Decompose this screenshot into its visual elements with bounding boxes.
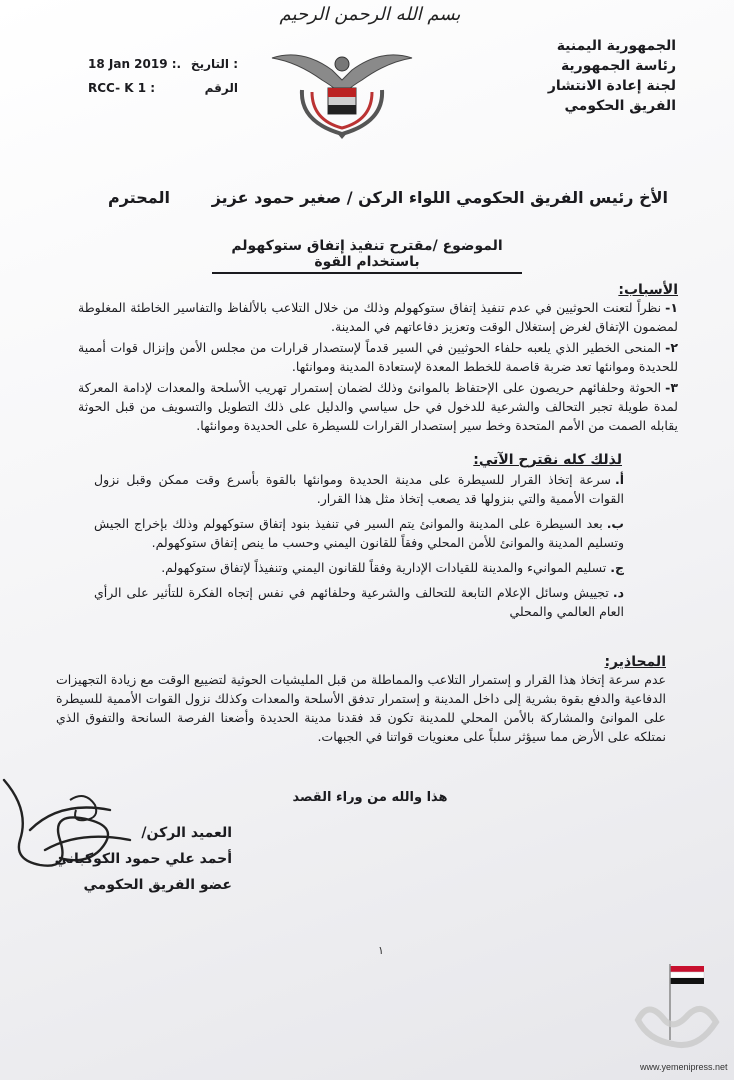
reference-label: الرقم	[204, 81, 238, 95]
signer-role: عضو الفريق الحكومي	[83, 877, 232, 893]
addressee-line	[108, 188, 668, 207]
caveats-text: عدم سرعة إتخاذ هذا القرار و إستمرار التلاعب والمماطلة من قبل المليشيات الحوثية لتضييع الوقت مع زيادة التجهيزات الدفاعية والدفع بقوة بشرية إلى داخل المدينة و إستمرار تدفق الأسلحة والمعدات وكذلك نزول القوات الأممية للسيطرة على الموانئ والمشاركة بالأمن المحلي للمدينة تكون قد فقدنا مدينة الحديدة وأضعنا الفرصة السانحة والتفوق الذي نمتلكه على الأرض مما سيؤثر سلباً على معنويات قواتنا في الجبهات.	[56, 672, 666, 744]
signer-block	[42, 820, 232, 898]
reasons-section	[78, 282, 678, 437]
watermark-url: www.yemenipress.net	[640, 1062, 728, 1072]
closing-line: هذا والله من وراء القصد	[292, 790, 448, 805]
item-text: الحوثة وحلفائهم حريصون على الإحتفاظ بالموانئ وذلك لضمان إستمرار تهريب الأسلحة والمعدات لإدامة المعركة لمدة طويلة تجبر التحالف والشرعية للدخول في حل سياسي والدليل على ذلك التطويل والتسويف من قبل الحوثة يقابله الصمت من الأمم المتحدة وخط سير إستصدار القرارات للسيطرة على الحديدة وموانئها.	[78, 380, 678, 433]
item-marker: ٢-	[665, 340, 678, 355]
proposal-item	[94, 558, 624, 577]
item-marker: ١-	[665, 300, 678, 315]
reason-item	[78, 298, 678, 336]
item-marker: ج.	[610, 560, 624, 575]
yemenipress-watermark	[628, 960, 728, 1070]
item-text: بعد السيطرة على المدينة والموانئ يتم السير في تنفيذ بنود إتفاق ستوكهولم وذلك بإخراج الجيش وتسليم المدينة والموانئ للأمن المحلي وفقاً للقانون اليمني وحسب ما ينص إتفاق ستوكهولم.	[94, 516, 624, 550]
letterhead-org	[476, 36, 676, 116]
proposals-section	[94, 470, 624, 627]
date-row	[88, 52, 238, 76]
letter-meta	[88, 52, 238, 100]
subject-line: الموضوع /مقترح تنفيذ إتفاق ستوكهولم باستخدام القوة	[212, 238, 522, 274]
reference-row	[88, 76, 238, 100]
caveats-section	[56, 654, 666, 746]
item-text: تجييش وسائل الإعلام التابعة للتحالف والشرعية وحلفائهم في نفس إتجاه الفكرة للتأثير على الرأي العام العالمي والمحلي	[94, 585, 624, 619]
letterhead-line: لجنة إعادة الانتشار	[547, 78, 676, 94]
reason-item	[78, 338, 678, 376]
letterhead-line: رئاسة الجمهورية	[560, 58, 676, 74]
letterhead-line: الجمهورية اليمنية	[556, 38, 676, 54]
addressee-name: الأخ رئيس الفريق الحكومي اللواء الركن / صغير حمود عزيز	[211, 188, 668, 207]
signer-rank: العميد الركن/	[141, 825, 232, 841]
signer-name: أحمد علي حمود الكوكباني	[54, 851, 232, 867]
item-text: تسليم الموانيء والمدينة للقيادات الإدارية وفقاً للقانون اليمني وتنفيذاً لإتفاق ستوكهولم.	[161, 560, 607, 575]
page-number: ١	[378, 944, 384, 957]
date-label: التاريخ :	[190, 57, 238, 71]
item-marker: د.	[612, 585, 624, 600]
item-marker: أ.	[614, 472, 624, 487]
item-marker: ٣-	[665, 380, 678, 395]
proposals-heading: لذلك كله نقترح الآتي:	[473, 452, 622, 468]
caveats-heading: المحاذير:	[604, 654, 666, 670]
proposal-item	[94, 583, 624, 621]
proposal-item	[94, 514, 624, 552]
reasons-heading: الأسباب:	[618, 282, 678, 298]
addressee-honorific: المحترم	[108, 188, 170, 207]
yemen-eagle-emblem	[262, 40, 422, 140]
reason-item	[78, 378, 678, 435]
date-value: 18 Jan 2019 :.	[88, 57, 182, 71]
reference-value: RCC- K 1 :	[88, 81, 156, 95]
item-text: سرعة إتخاذ القرار للسيطرة على مدينة الحديدة وموانئها بالقوة بأسرع وقت ممكن وقبل نزول القوات الأممية والتي بنزولها قد يصعب إتخاذ مثل هذا القرار.	[94, 472, 624, 506]
item-text: نظراً لتعنت الحوثيين في عدم تنفيذ إتفاق ستوكهولم وذلك من خلال التلاعب بالألفاظ والتفاسير الخاطئة المغلوطة لمضمون الإتفاق لغرض إستغلال الوقت وتعزيز دفاعاتهم في المدينة.	[78, 300, 678, 334]
proposal-item	[94, 470, 624, 508]
item-marker: ب.	[606, 516, 624, 531]
letterhead-line: الفريق الحكومي	[564, 98, 676, 114]
item-text: المنحى الخطير الذي يلعبه حلفاء الحوثيين في السير قدماً لإستصدار قرارات من مجلس الأمن وإنزال قوات أممية للحديدة وموانئها تعد ضربة قاصمة للخطط المعدة لإستعادة المدينة وموانئها.	[78, 340, 678, 374]
basmala: بسم الله الرحمن الرحيم	[279, 4, 461, 25]
